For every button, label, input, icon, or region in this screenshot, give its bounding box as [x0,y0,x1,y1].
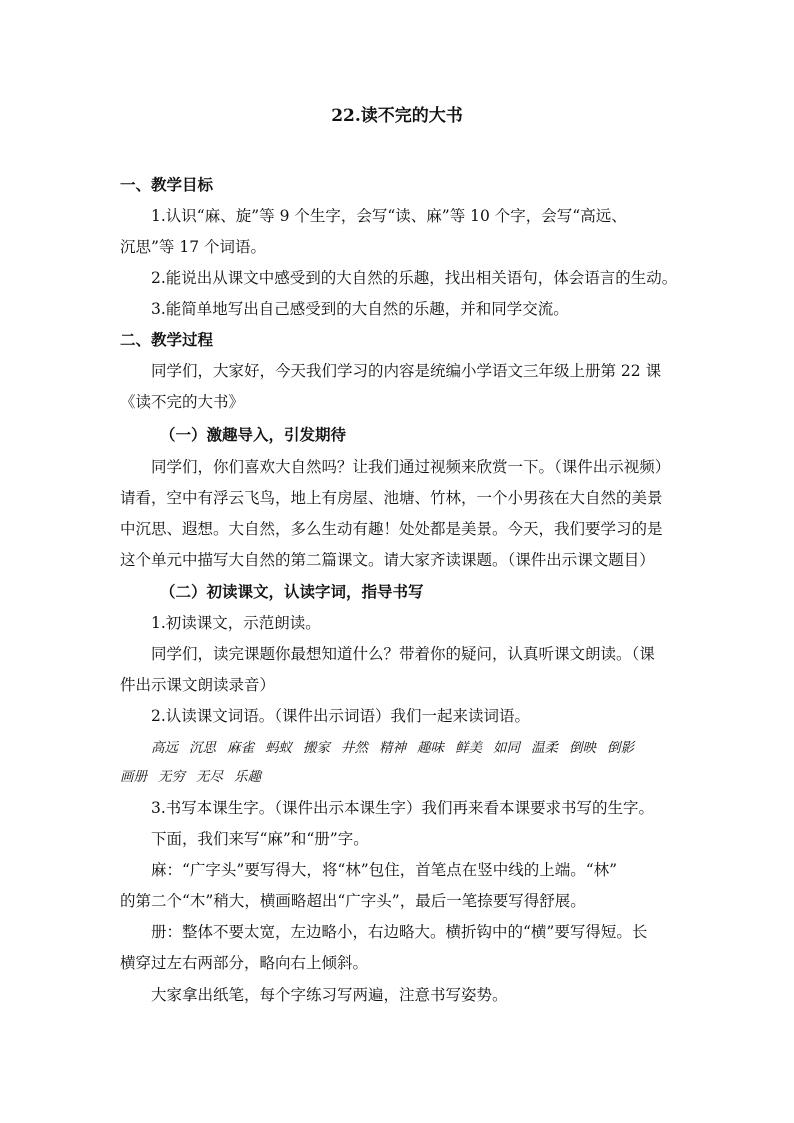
vocab-word: 趣味 [417,740,444,756]
vocab-word: 画册 [120,769,147,785]
vocab-word: 蚂蚁 [265,740,292,756]
step-3: 3.书写本课生字。（课件出示本课生字）我们再来看本课要求书写的生字。 [151,799,655,817]
vocab-word: 如同 [493,740,520,756]
practice-instruction: 大家拿出纸笔，每个字练习写两遍，注意书写姿势。 [151,986,508,1004]
step-2: 2.认读课文词语。（课件出示词语）我们一起来读词语。 [151,707,531,725]
goal-3: 3.能简单地写出自己感受到的大自然的乐趣，并和同学交流。 [151,300,569,318]
vocab-row-1 [151,738,645,758]
goal-2: 2.能说出从课文中感受到的大自然的乐趣，找出相关语句，体会语言的生动。 [151,269,678,287]
step-1: 1.初读课文，示范朗读。 [151,614,321,632]
step-1-paragraph-line: 同学们，读完课题你最想知道什么？带着你的疑问，认真听课文朗读。（课 [151,645,655,663]
ma-guide-line-1: 麻：“广字头”要写得大，将“林”包住，首笔点在竖中线的上端。“林” [151,861,618,879]
vocab-word: 高远 [151,740,178,756]
vocab-word: 搬家 [303,740,330,756]
vocab-word: 精神 [379,740,406,756]
goal-1-line-2: 沉思”等 17 个词语。 [120,238,267,256]
vocab-row-2 [120,767,272,787]
part-2-heading: （二）初读课文，认读字词，指导书写 [160,582,424,601]
part-1-paragraph-line: 这个单元中描写大自然的第二篇课文。请大家齐读课题。（课件出示课文题目） [120,551,655,569]
page-title: 22.读不完的大书 [331,106,463,126]
goal-1-line-1: 1.认识“麻、旋”等 9 个生字，会写“读、麻”等 10 个字，会写“高远、 [151,207,627,225]
part-1-heading: （一）激趣导入，引发期待 [160,425,347,444]
ce-guide-line-1: 册：整体不要太宽，左边略小，右边略大。横折钩中的“横”要写得短。长 [151,923,648,941]
step-3-paragraph: 下面，我们来写“麻”和“册”字。 [151,830,369,848]
vocab-word: 温柔 [531,740,558,756]
ma-guide-line-2: 的第二个“木”稍大，横画略超出“广字头”，最后一笔捺要写得舒展。 [120,892,586,910]
vocab-word: 乐趣 [234,769,261,785]
vocab-word: 倒影 [607,740,634,756]
vocab-word: 井然 [341,740,368,756]
intro-line-1: 同学们，大家好，今天我们学习的内容是统编小学语文三年级上册第 22 课 [151,362,662,380]
part-1-paragraph-line: 同学们，你们喜欢大自然吗？让我们通过视频来欣赏一下。（课件出示视频） [151,458,671,476]
vocab-word: 鲜美 [455,740,482,756]
process-heading: 二、教学过程 [120,330,214,349]
vocab-word: 沉思 [189,740,216,756]
step-1-paragraph-line: 件出示课文朗读录音） [120,676,276,694]
intro-line-2: 《读不完的大书》 [120,393,245,411]
ce-guide-line-2: 横穿过左右两部分，略向右上倾斜。 [120,954,369,972]
part-1-paragraph-line: 中沉思、遐想。大自然，多么生动有趣！处处都是美景。今天，我们要学习的是 [120,520,663,538]
vocab-word: 倒映 [569,740,596,756]
vocab-word: 麻雀 [227,740,254,756]
vocab-word: 无尽 [196,769,223,785]
vocab-word: 无穷 [158,769,185,785]
goals-heading: 一、教学目标 [120,175,214,194]
part-1-paragraph-line: 请看，空中有浮云飞鸟，地上有房屋、池塘、竹林，一个小男孩在大自然的美景 [120,489,663,507]
